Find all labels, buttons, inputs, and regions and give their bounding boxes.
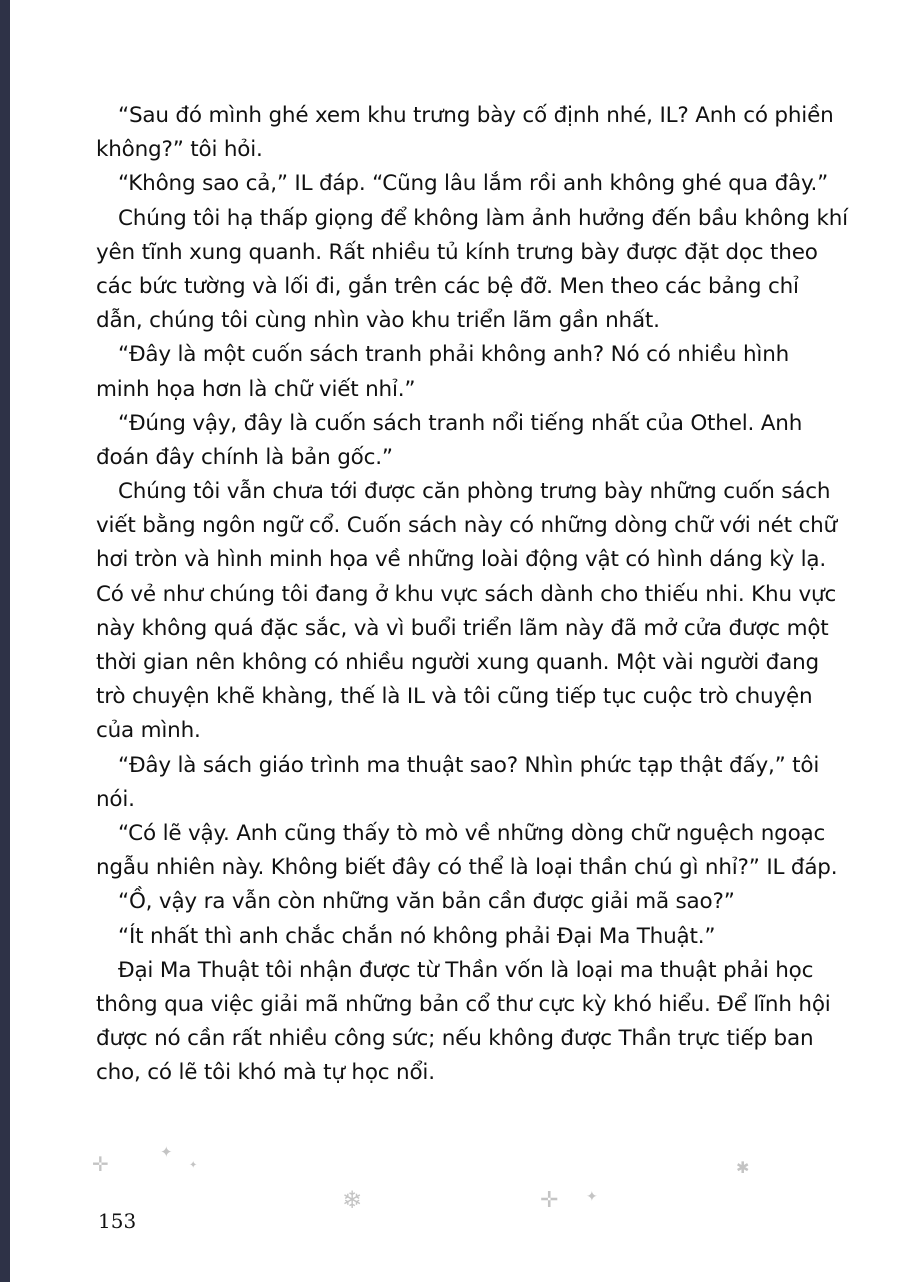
sparkle-cross-icon: ✛ <box>92 1152 109 1176</box>
text-line: thông qua việc giải mã những bản cổ thư cực kỳ khó hiểu. Để lĩnh hội <box>96 991 831 1017</box>
text-line: “Đúng vậy, đây là cuốn sách tranh nổi tiếng nhất của Othel. Anh <box>118 410 803 436</box>
text-line: Chúng tôi vẫn chưa tới được căn phòng trưng bày những cuốn sách <box>118 479 831 505</box>
left-edge-bar <box>0 0 10 1282</box>
text-line: các bức tường và lối đi, gắn trên các bệ đỡ. Men theo các bảng chỉ <box>96 273 799 299</box>
text-line: minh họa hơn là chữ viết nhỉ.” <box>96 376 416 402</box>
sparkle-star-icon: ✦ <box>586 1189 598 1205</box>
text-line: được nó cần rất nhiều công sức; nếu không được Thần trực tiếp ban <box>96 1026 814 1052</box>
text-line: không?” tôi hỏi. <box>96 137 263 163</box>
text-line: Chúng tôi hạ thấp giọng để không làm ảnh hưởng đến bầu không khí <box>118 205 848 231</box>
text-line: “Đây là một cuốn sách tranh phải không anh? Nó có nhiều hình <box>118 342 790 368</box>
text-line: “Có lẽ vậy. Anh cũng thấy tò mò về những dòng chữ nguệch ngoạc <box>118 820 826 846</box>
snowflake-icon: ❄ <box>342 1186 363 1214</box>
text-line: “Ồ, vậy ra vẫn còn những văn bản cần được giải mã sao?” <box>118 889 735 915</box>
text-line: yên tĩnh xung quanh. Rất nhiều tủ kính trưng bày được đặt dọc theo <box>96 239 818 265</box>
text-line: Đại Ma Thuật tôi nhận được từ Thần vốn là loại ma thuật phải học <box>118 957 814 983</box>
page-number: 153 <box>98 1209 137 1233</box>
text-line: “Sau đó mình ghé xem khu trưng bày cố định nhé, IL? Anh có phiền <box>118 103 834 128</box>
text-line: đoán đây chính là bản gốc.” <box>96 444 393 470</box>
text-line: “Đây là sách giáo trình ma thuật sao? Nhìn phức tạp thật đấy,” tôi <box>118 752 820 778</box>
text-line: “Không sao cả,” IL đáp. “Cũng lâu lắm rồi anh không ghé qua đây.” <box>118 171 829 197</box>
text-line: này không quá đặc sắc, và vì buổi triển lãm này đã mở cửa được một <box>96 615 829 641</box>
text-line: hơi tròn và hình minh họa về những loài động vật có hình dáng kỳ lạ. <box>96 547 826 573</box>
text-line: viết bằng ngôn ngữ cổ. Cuốn sách này có những dòng chữ với nét chữ <box>96 513 837 539</box>
sparkle-cross-icon: ✛ <box>540 1188 559 1213</box>
sparkle-star-icon: ✦ <box>160 1143 173 1161</box>
text-line: thời gian nên không có nhiều người xung quanh. Một vài người đang <box>96 650 819 675</box>
sparkle-star-icon: ✦ <box>189 1160 198 1171</box>
page-text <box>96 99 848 1090</box>
text-line: trò chuyện khẽ khàng, thế là IL và tôi cũng tiếp tục cuộc trò chuyện <box>96 684 813 710</box>
asterisk-sparkle-icon: ✱ <box>736 1158 750 1177</box>
text-line: Có vẻ như chúng tôi đang ở khu vực sách dành cho thiếu nhi. Khu vực <box>96 581 837 607</box>
text-line: của mình. <box>96 718 201 744</box>
text-line: “Ít nhất thì anh chắc chắn nó không phải Đại Ma Thuật.” <box>118 923 716 949</box>
text-line: nói. <box>96 786 135 812</box>
text-line: dẫn, chúng tôi cùng nhìn vào khu triển lãm gần nhất. <box>96 308 660 334</box>
text-line: ngẫu nhiên này. Không biết đây có thể là loại thần chú gì nhỉ?” IL đáp. <box>96 855 838 881</box>
text-line: cho, có lẽ tôi khó mà tự học nổi. <box>96 1060 435 1086</box>
